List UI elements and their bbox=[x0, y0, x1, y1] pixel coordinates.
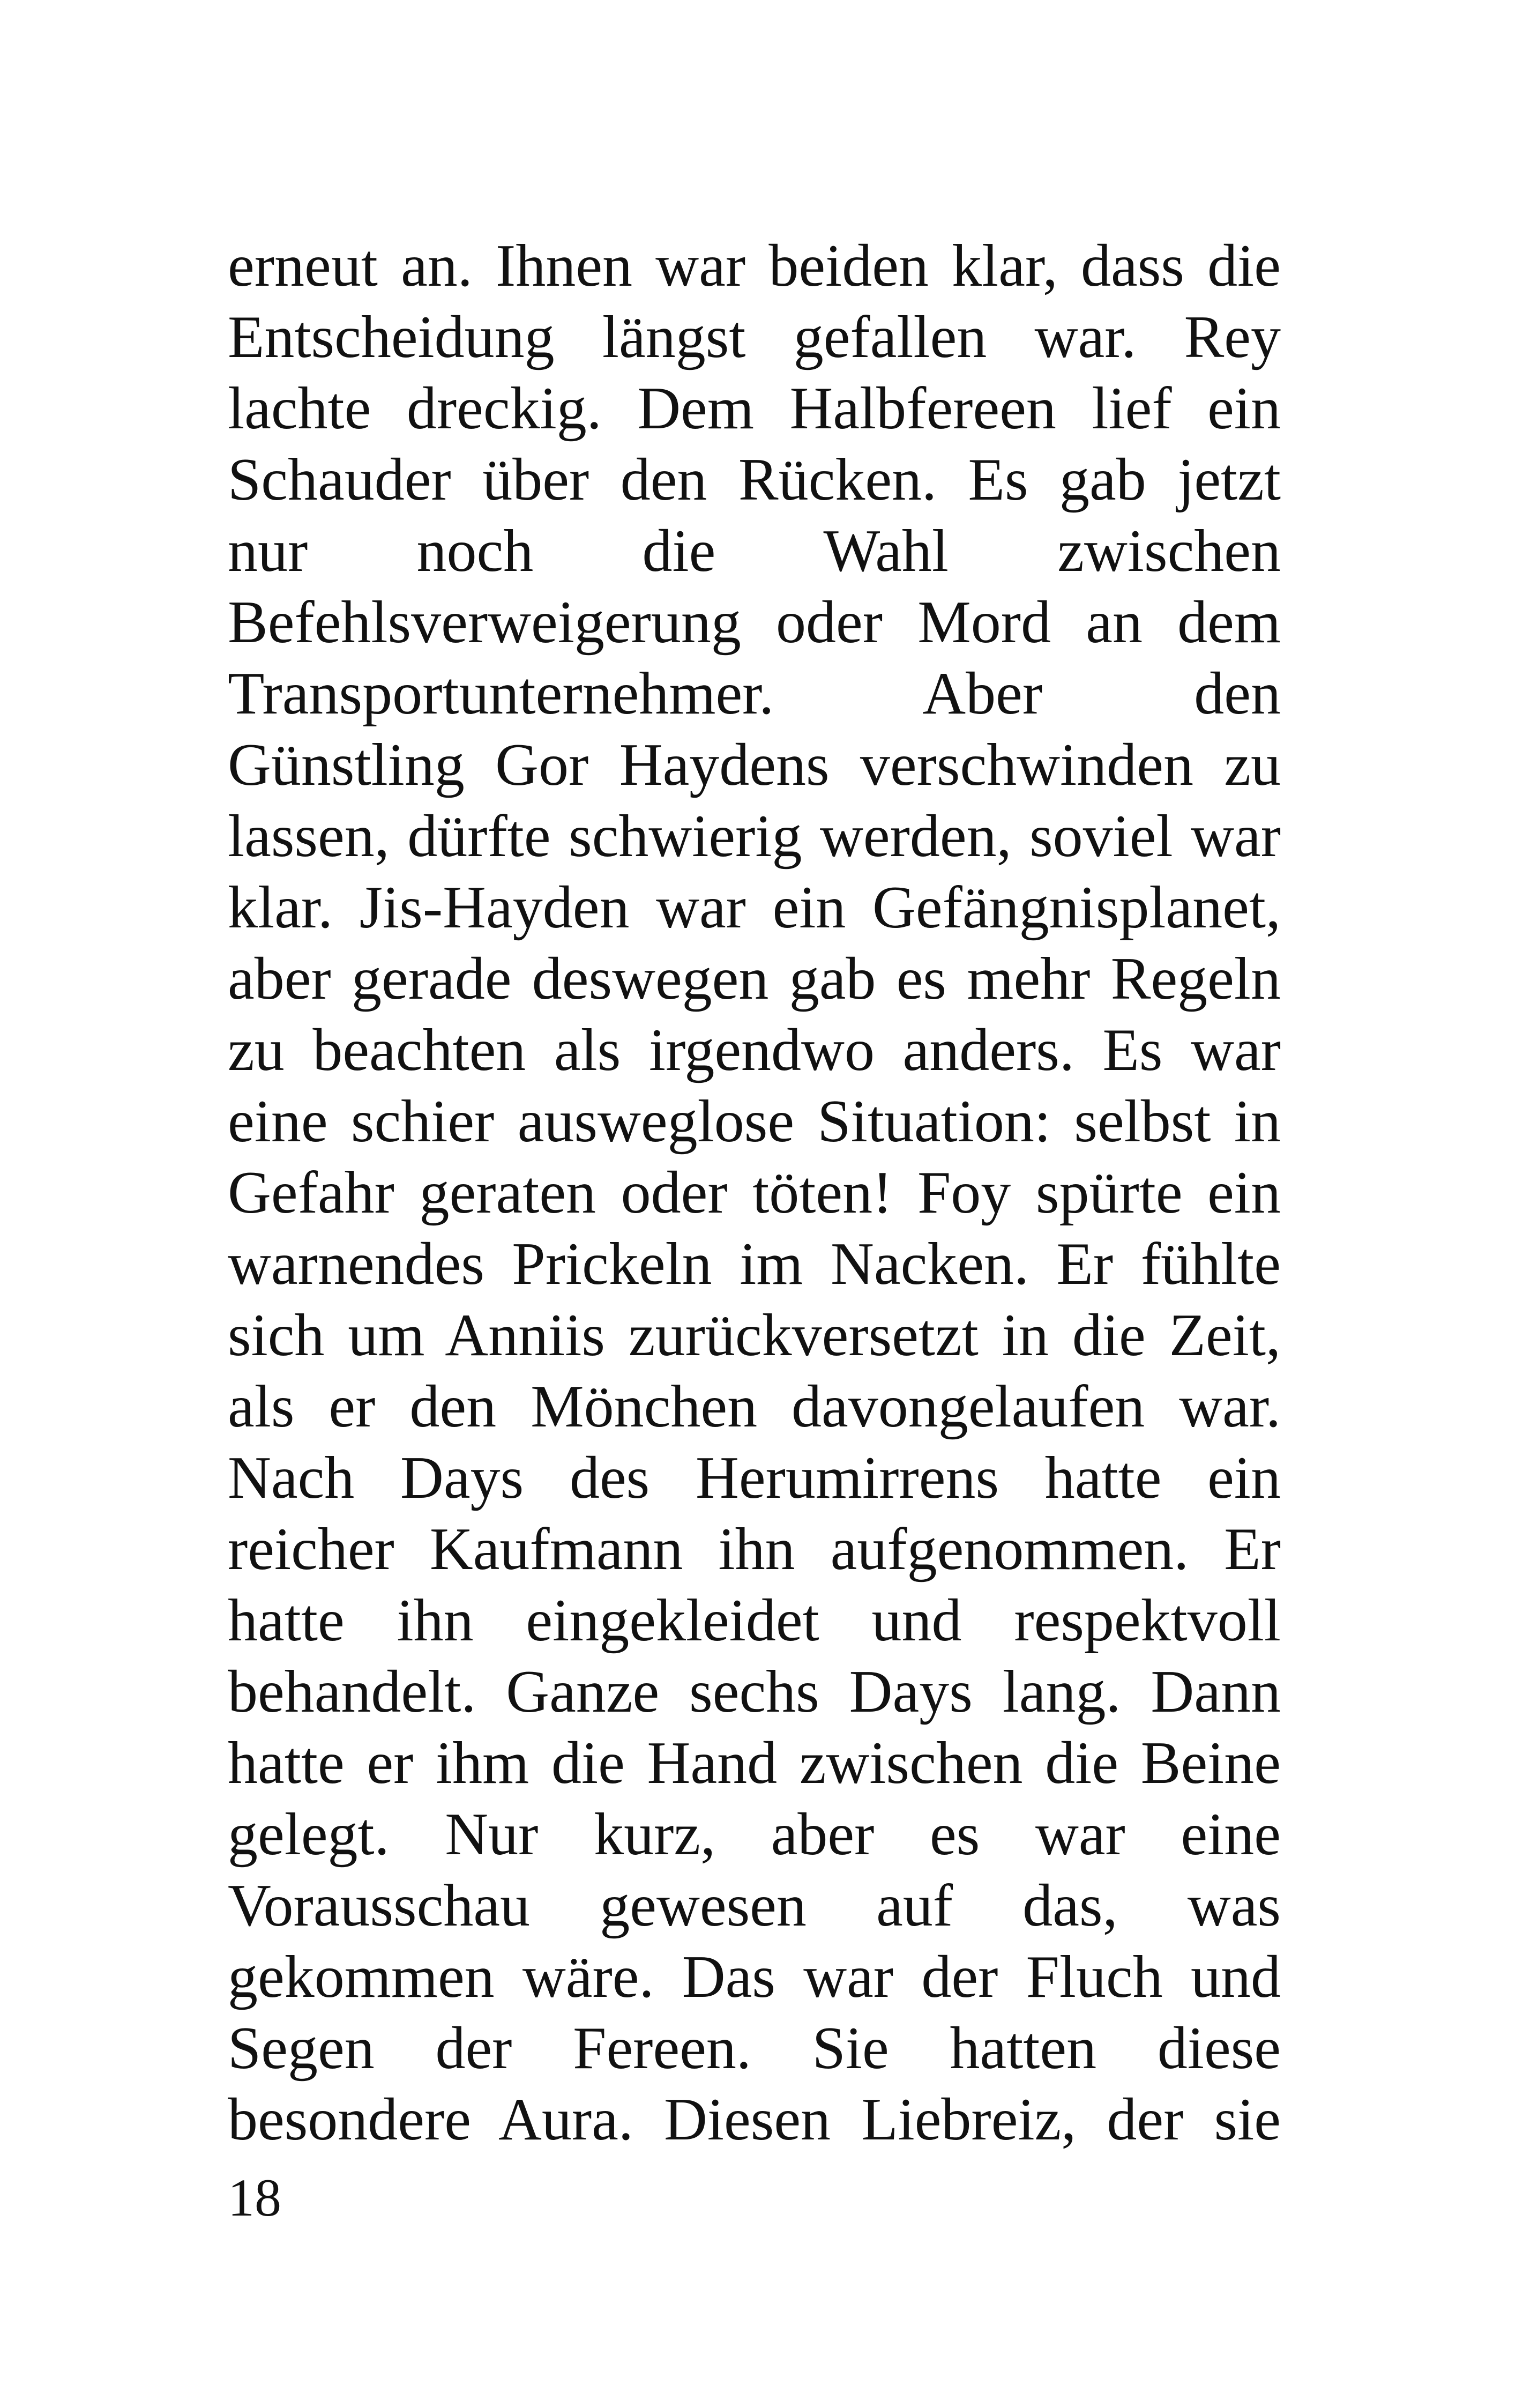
text-line: reicher Kaufmann ihn aufgenommen. Er bbox=[228, 1516, 1281, 1582]
text-line: warnendes Prickeln im Nacken. Er fühlte bbox=[228, 1231, 1281, 1297]
text-line: Günstling Gor Haydens verschwinden zu bbox=[228, 732, 1281, 798]
text-line: Transportunternehmer. Aber den bbox=[228, 660, 1281, 727]
text-line: lachte dreckig. Dem Halbfereen lief ein bbox=[228, 375, 1281, 442]
text-line: nur noch die Wahl zwischen bbox=[228, 518, 1281, 584]
text-line: sich um Anniis zurückversetzt in die Zeit, bbox=[228, 1302, 1281, 1369]
text-line: gekommen wäre. Das war der Fluch und bbox=[228, 1944, 1281, 2010]
text-line: Vorausschau gewesen auf das, was bbox=[228, 1872, 1281, 1939]
text-line: lassen, dürfte schwierig werden, soviel war bbox=[228, 803, 1281, 869]
text-line: erneut an. Ihnen war beiden klar, dass die bbox=[228, 233, 1281, 299]
text-line: Schauder über den Rücken. Es gab jetzt bbox=[228, 447, 1281, 513]
body-text bbox=[228, 231, 1281, 2156]
page-number: 18 bbox=[228, 2168, 281, 2227]
text-line: Befehlsverweigerung oder Mord an dem bbox=[228, 589, 1281, 656]
text-line: gelegt. Nur kurz, aber es war eine bbox=[228, 1801, 1281, 1868]
text-line: eine schier ausweglose Situation: selbst in bbox=[228, 1088, 1281, 1155]
text-line: Entscheidung längst gefallen war. Rey bbox=[228, 304, 1281, 370]
text-line: zu beachten als irgendwo anders. Es war bbox=[228, 1017, 1281, 1083]
text-line: als er den Mönchen davongelaufen war. bbox=[228, 1373, 1281, 1440]
text-line: Nach Days des Herumirrens hatte ein bbox=[228, 1445, 1281, 1511]
text-line: hatte ihn eingekleidet und respektvoll bbox=[228, 1587, 1281, 1654]
text-line: Gefahr geraten oder töten! Foy spürte ein bbox=[228, 1160, 1281, 1226]
text-line: aber gerade deswegen gab es mehr Regeln bbox=[228, 946, 1281, 1012]
text-line: hatte er ihm die Hand zwischen die Beine bbox=[228, 1730, 1281, 1796]
text-line: Segen der Fereen. Sie hatten diese bbox=[228, 2015, 1281, 2082]
text-line: klar. Jis-Hayden war ein Gefängnisplanet, bbox=[228, 874, 1281, 941]
text-line: behandelt. Ganze sechs Days lang. Dann bbox=[228, 1659, 1281, 1725]
text-line: besondere Aura. Diesen Liebreiz, der sie bbox=[228, 2086, 1281, 2153]
